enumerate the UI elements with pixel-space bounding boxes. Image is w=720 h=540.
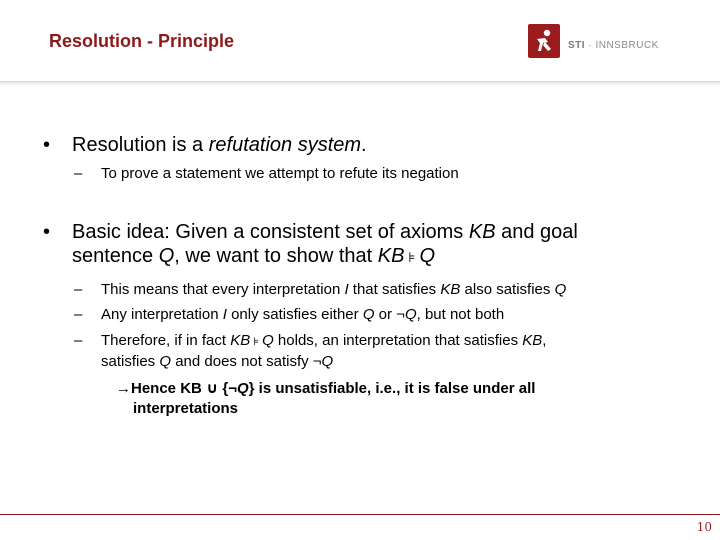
text: and does not satisfy ¬ bbox=[171, 353, 322, 370]
bullet-basic-idea bbox=[43, 220, 578, 269]
conclusion bbox=[116, 379, 535, 419]
text: →Hence KB ∪ {¬ bbox=[116, 380, 237, 397]
bullet-dot: • bbox=[43, 134, 51, 156]
line-1 bbox=[72, 220, 578, 244]
text-italic: Q bbox=[321, 353, 334, 370]
logo-sti: STI bbox=[568, 40, 586, 51]
text-italic: Q bbox=[554, 281, 567, 298]
text: Resolution is a bbox=[72, 134, 209, 156]
text-italic: I bbox=[344, 281, 349, 298]
text-italic: KB bbox=[440, 281, 461, 298]
page-number: 10 bbox=[696, 520, 712, 534]
text: } is unsatisfiable, i.e., it is false under all bbox=[248, 380, 536, 397]
footer-divider bbox=[0, 514, 720, 515]
text: This means that every interpretation bbox=[101, 281, 345, 298]
line-1 bbox=[101, 331, 546, 352]
text: satisfies bbox=[101, 353, 160, 370]
text: holds, an interpretation that satisfies bbox=[273, 332, 523, 349]
subbullet-any-interpretation bbox=[74, 305, 505, 325]
line-2 bbox=[101, 352, 546, 372]
text-italic: KB bbox=[377, 245, 405, 267]
text: or ¬ bbox=[374, 306, 405, 323]
line-2 bbox=[72, 244, 578, 269]
bullet-dot: • bbox=[43, 221, 51, 243]
text-italic: Q bbox=[419, 245, 436, 267]
subbullet-therefore bbox=[74, 331, 547, 372]
dash: – bbox=[74, 281, 83, 298]
line-1 bbox=[116, 379, 535, 399]
text-italic: Q bbox=[362, 306, 375, 323]
text-italic: refutation system bbox=[208, 134, 362, 156]
entails-symbol: ⊧ bbox=[250, 336, 263, 348]
text: , but not both bbox=[416, 306, 505, 323]
text: and goal bbox=[495, 221, 578, 243]
text: also satisfies bbox=[460, 281, 555, 298]
dash: – bbox=[74, 165, 83, 182]
line-2 bbox=[116, 399, 535, 419]
logo-innsbruck: · INNSBRUCK bbox=[585, 40, 659, 51]
text-italic: Q bbox=[236, 380, 249, 397]
text: only satisfies either bbox=[226, 306, 363, 323]
text-italic: KB bbox=[522, 332, 543, 349]
subbullet-refute bbox=[74, 164, 459, 184]
text-italic: Q bbox=[404, 306, 417, 323]
text: To prove a statement we attempt to refute its negation bbox=[101, 165, 459, 182]
text: Any interpretation bbox=[101, 306, 223, 323]
text: . bbox=[361, 134, 367, 156]
text-italic: Q bbox=[158, 245, 175, 267]
dash: – bbox=[74, 306, 83, 323]
entails-symbol: ⊧ bbox=[404, 249, 420, 265]
text-italic: Q bbox=[159, 353, 172, 370]
subbullet-every-interpretation bbox=[74, 280, 567, 300]
text-italic: KB bbox=[468, 221, 496, 243]
text: Basic idea: Given a consistent set of axioms bbox=[72, 221, 469, 243]
text: interpretations bbox=[133, 400, 239, 417]
text-italic: I bbox=[222, 306, 227, 323]
text: sentence bbox=[72, 245, 159, 267]
text-italic: KB bbox=[230, 332, 251, 349]
text: , we want to show that bbox=[174, 245, 378, 267]
text: that satisfies bbox=[348, 281, 441, 298]
text: , bbox=[542, 332, 547, 349]
slide-title: Resolution - Principle bbox=[49, 31, 235, 51]
text-italic: Q bbox=[262, 332, 274, 349]
text: Therefore, if in fact bbox=[101, 332, 231, 349]
bullet-resolution bbox=[43, 133, 367, 157]
dash: – bbox=[74, 332, 83, 349]
